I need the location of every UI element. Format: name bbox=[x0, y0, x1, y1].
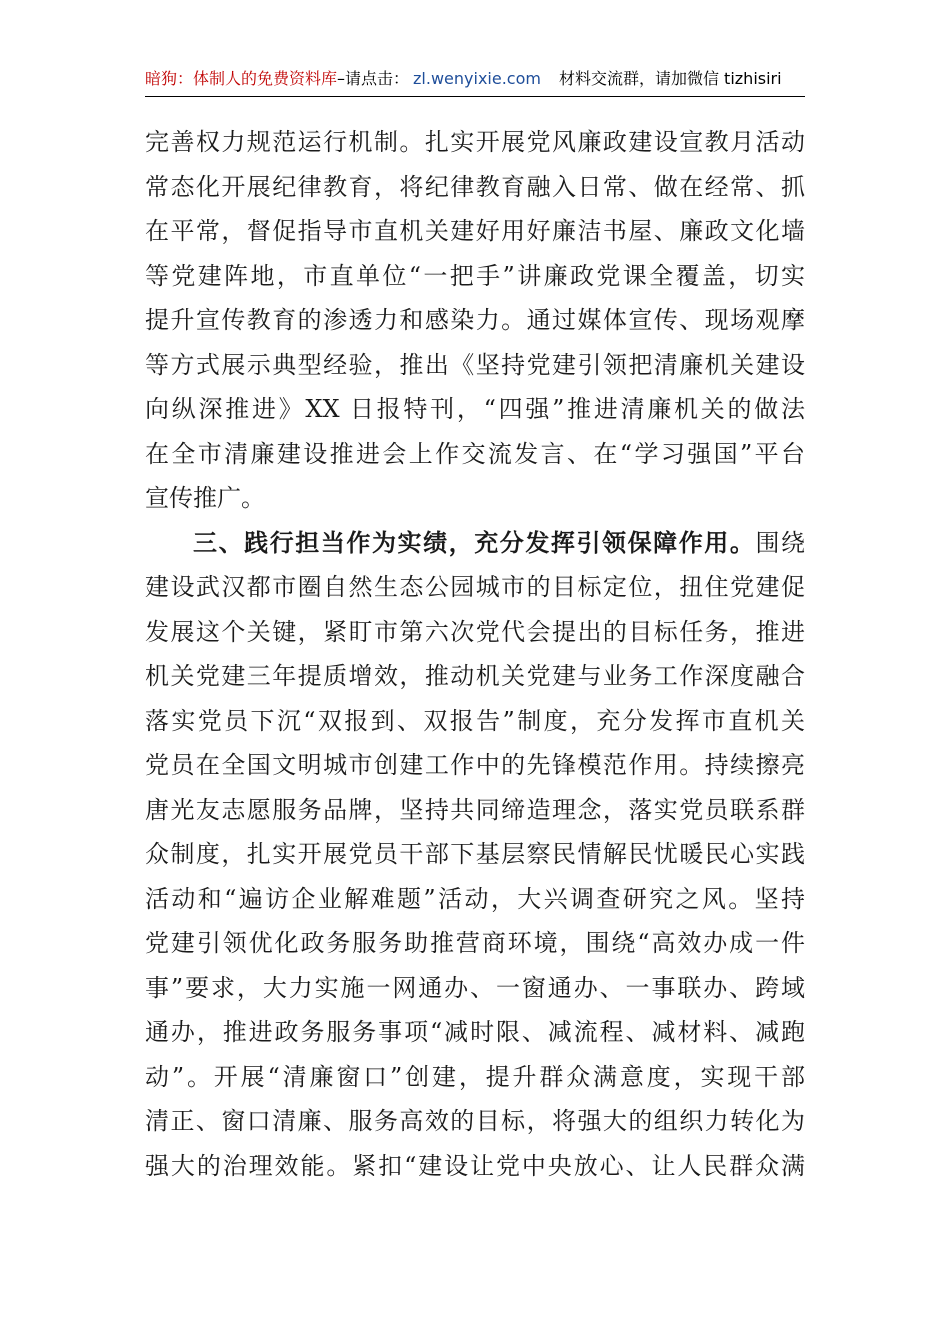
text-line: 向纵深推进》XX 日报特刊，“四强”推进清廉机关的做法 bbox=[145, 395, 805, 423]
page-header bbox=[145, 62, 805, 97]
text-line: 事”要求，大力实施一网通办、一窗通办、一事联办、跨域 bbox=[145, 973, 805, 1002]
wechat-group-text: 材料交流群，请加微信 tizhisiri bbox=[558, 69, 782, 88]
text-line: 在平常，督促指导市直机关建好用好廉洁书屋、廉政文化墙 bbox=[145, 217, 805, 245]
text-line: 众制度，扎实开展党员干部下基层察民情解民忧暖民心实践 bbox=[145, 840, 805, 868]
website-link[interactable]: zl.wenyixie.com bbox=[413, 69, 541, 88]
text-line: 清正、窗口清廉、服务高效的目标，将强大的组织力转化为 bbox=[145, 1107, 805, 1135]
document-body bbox=[145, 120, 805, 1188]
text-line: 机关党建三年提质增效，推动机关党建与业务工作深度融合 bbox=[145, 662, 805, 690]
text-line: 宣传推广。 bbox=[145, 484, 265, 512]
paragraph-2 bbox=[145, 521, 805, 1189]
brand-text: 暗狗：体制人的免费资料库 bbox=[145, 69, 338, 88]
text-line: 党员在全国文明城市创建工作中的先锋模范作用。持续擦亮 bbox=[145, 751, 805, 779]
text-line: 等方式展示典型经验，推出《坚持党建引领把清廉机关建设 bbox=[145, 350, 805, 379]
paragraph-1 bbox=[145, 120, 805, 521]
header-separator: – bbox=[337, 69, 346, 88]
text-line: 唐光友志愿服务品牌，坚持共同缔造理念，落实党员联系群 bbox=[145, 795, 805, 824]
text-line: 动”。开展“清廉窗口”创建，提升群众满意度，实现干部 bbox=[145, 1062, 805, 1091]
text-line: 通办，推进政务服务事项“减时限、减流程、减材料、减跑 bbox=[145, 1018, 805, 1046]
text-line: 发展这个关键，紧盯市第六次党代会提出的目标任务，推进 bbox=[145, 617, 805, 646]
text-line: 落实党员下沉“双报到、双报告”制度，充分发挥市直机关 bbox=[145, 706, 805, 735]
text-line: 强大的治理效能。紧扣“建设让党中央放心、让人民群众满 bbox=[145, 1151, 805, 1180]
text-line: 等党建阵地，市直单位“一把手”讲廉政党课全覆盖，切实 bbox=[145, 261, 805, 290]
text-line: 活动和“遍访企业解难题”活动，大兴调查研究之风。坚持 bbox=[145, 884, 805, 913]
text-line: 党建引领优化政务服务助推营商环境，围绕“高效办成一件 bbox=[145, 929, 805, 957]
text-line: 提升宣传教育的渗透力和感染力。通过媒体宣传、现场观摩 bbox=[145, 306, 805, 334]
heading-line-rest: 围绕 bbox=[755, 528, 805, 557]
header-prompt: 请点击： bbox=[345, 69, 410, 88]
section-heading-line bbox=[145, 521, 805, 566]
text-line: 常态化开展纪律教育，将纪律教育融入日常、做在经常、抓 bbox=[145, 172, 805, 201]
text-line: 建设武汉都市圈自然生态公园城市的目标定位，扭住党建促 bbox=[145, 573, 805, 601]
text-line: 完善权力规范运行机制。扎实开展党风廉政建设宣教月活动 bbox=[145, 128, 805, 156]
text-line: 在全市清廉建设推进会上作交流发言、在“学习强国”平台 bbox=[145, 439, 805, 468]
section-heading: 三、践行担当作为实绩，充分发挥引领保障作用。 bbox=[193, 527, 756, 557]
